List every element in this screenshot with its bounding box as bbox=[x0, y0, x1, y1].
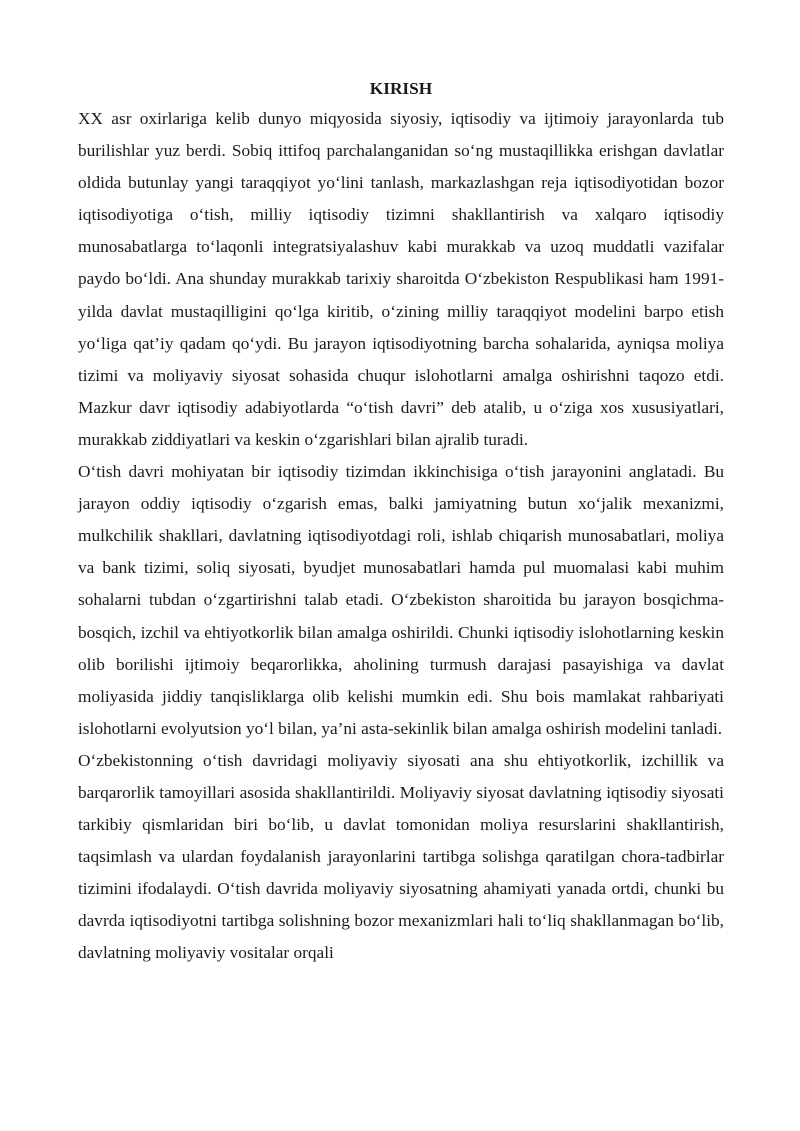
paragraph-1: XX asr oxirlariga kelib dunyo miqyosida siyosiy, iqtisodiy va ijtimoiy jarayonlarda tub burilishlar yuz berdi. Sobiq ittifoq parchalanganidan so‘ng mustaqillikka erishgan davlatlar oldida butunlay yangi taraqqiyot yo‘lini tanlash, markazlashgan reja iqtisodiyotidan bozor iqtisodiyotiga o‘tish, milliy iqtisodiy tizimni shakllantirish va xalqaro iqtisodiy munosabatlarga to‘laqonli integratsiyalashuv kabi murakkab va uzoq muddatli vazifalar paydo bo‘ldi. Ana shunday murakkab tarixiy sharoitda O‘zbekiston Respublikasi ham 1991-yilda davlat mustaqilligini qo‘lga kiritib, o‘zining milliy taraqqiyot modelini barpo etish yo‘liga qat’iy qadam qo‘ydi. Bu jarayon iqtisodiyotning barcha sohalarida, ayniqsa moliya tizimi va moliyaviy siyosat sohasida chuqur islohotlarni amalga oshirishni taqozo etdi. Mazkur davr iqtisodiy adabiyotlarda “o‘tish davri” deb atalib, u o‘ziga xos xususiyatlari, murakkab ziddiyatlari va keskin o‘zgarishlari bilan ajralib turadi. bbox=[78, 109, 724, 449]
document-page bbox=[78, 76, 724, 970]
paragraph-2: O‘tish davri mohiyatan bir iqtisodiy tizimdan ikkinchisiga o‘tish jarayonini anglatadi. Bu jarayon oddiy iqtisodiy o‘zgarish emas, balki jamiyatning butun xo‘jalik mexanizmi, mulkchilik shakllari, davlatning iqtisodiyotdagi roli, ishlab chiqarish munosabatlari, moliya va bank tizimi, soliq siyosati, byudjet munosabatlari hamda pul muomalasi kabi muhim sohalarni tubdan o‘zgartirishni talab etadi. O‘zbekiston sharoitida bu jarayon bosqichma-bosqich, izchil va ehtiyotkorlik bilan amalga oshirildi. Chunki iqtisodiy islohotlarning keskin olib borilishi ijtimoiy beqarorlikka, aholining turmush darajasi pasayishiga va davlat moliyasida jiddiy tanqisliklarga olib kelishi mumkin edi. Shu bois mamlakat rahbariyati islohotlarni evolyutsion yo‘l bilan, ya’ni asta-sekinlik bilan amalga oshirish modelini tanladi. bbox=[78, 462, 724, 738]
paragraph-3: O‘zbekistonning o‘tish davridagi moliyaviy siyosati ana shu ehtiyotkorlik, izchillik va barqarorlik tamoyillari asosida shakllantirildi. Moliyaviy siyosat davlatning iqtisodiy siyosati tarkibiy qismlaridan biri bo‘lib, u davlat tomonidan moliya resurslarini shakllantirish, taqsimlash va ulardan foydalanish jarayonlarini tartibga solishga qaratilgan chora-tadbirlar tizimini ifodalaydi. O‘tish davrida moliyaviy siyosatning ahamiyati yanada ortdi, chunki bu davrda iqtisodiyotni tartibga solishning bozor mexanizmlari hali to‘liq shakllanmagan bo‘lib, davlatning moliyaviy vositalar orqali bbox=[78, 750, 724, 963]
page-title: KIRISH bbox=[369, 79, 433, 98]
